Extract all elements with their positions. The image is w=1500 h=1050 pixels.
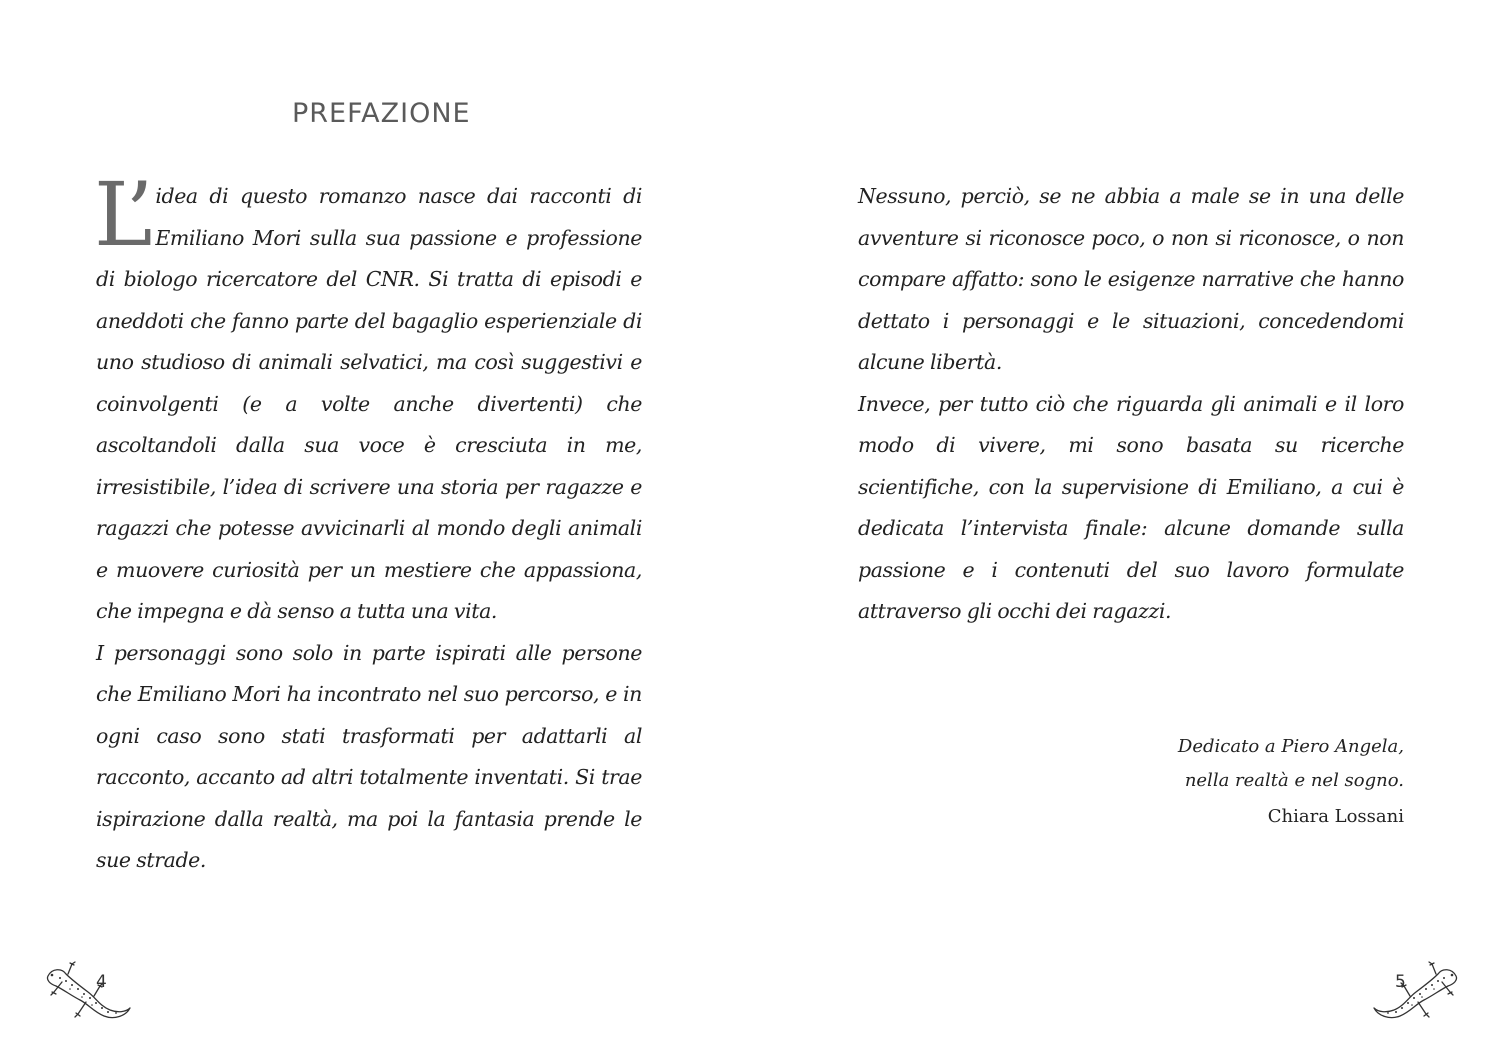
intro-paragraph	[94, 163, 642, 633]
chapter-title: PREFAZIONE	[292, 98, 471, 129]
research-paragraph: Invece, per tutto ciò che riguarda gli animali e il loro modo di vivere, mi sono basata su ricerche scientifiche, con la supervisione di Emiliano, a cui è dedicata l’intervista finale: alcune domande sulla passione e i contenuti del suo lavoro formulate attraverso gli occhi dei ragazzi.	[858, 391, 1404, 623]
salamander-icon	[40, 958, 132, 1024]
left-page-body	[94, 163, 642, 882]
dedication-line-1: Dedicato a Piero Angela,	[1177, 736, 1404, 757]
right-page	[750, 0, 1500, 1050]
salamander-icon	[1372, 958, 1464, 1024]
dedication-line-2: nella realtà e nel sogno.	[1184, 770, 1404, 791]
dedication	[1178, 730, 1404, 834]
page-number-right: 5	[1395, 972, 1406, 992]
intro-paragraph-text: idea di questo romanzo nasce dai racconti di Emiliano Mori sulla sua passione e professione di biologo ricercatore del CNR. Si tratta di episodi e aneddoti che fanno parte del bagaglio esperienziale di uno studioso di animali selvatici, ma così suggestivi e coinvolgenti (e a volte anche divertenti) che ascoltandoli dalla sua voce è cresciuta in me, irresistibile, l’idea di scrivere una storia per ragazze e ragazzi che potesse avvicinarli al mondo degli animali e muovere curiosità per un mestiere che appassiona, che impegna e dà senso a tutta una vita.	[96, 184, 642, 623]
page-number-left: 4	[96, 972, 107, 992]
characters-paragraph: I personaggi sono solo in parte ispirati alle persone che Emiliano Mori ha incontrato nel suo percorso, e in ogni caso sono stati trasformati per adattarli al racconto, accanto ad altri totalmente inventati. Si trae ispirazione dalla realtà, ma poi la fantasia prende le sue strade.	[96, 640, 642, 872]
author-signature: Chiara Lossani	[1267, 806, 1404, 827]
right-page-body	[858, 176, 1404, 633]
drop-cap: L’	[94, 163, 148, 266]
disclaimer-paragraph: Nessuno, perciò, se ne abbia a male se in una delle avventure si riconosce poco, o non si riconosce, o non compare affatto: sono le esigenze narrative che hanno dettato i personaggi e le situazioni, concedendomi alcune libertà.	[858, 184, 1404, 374]
